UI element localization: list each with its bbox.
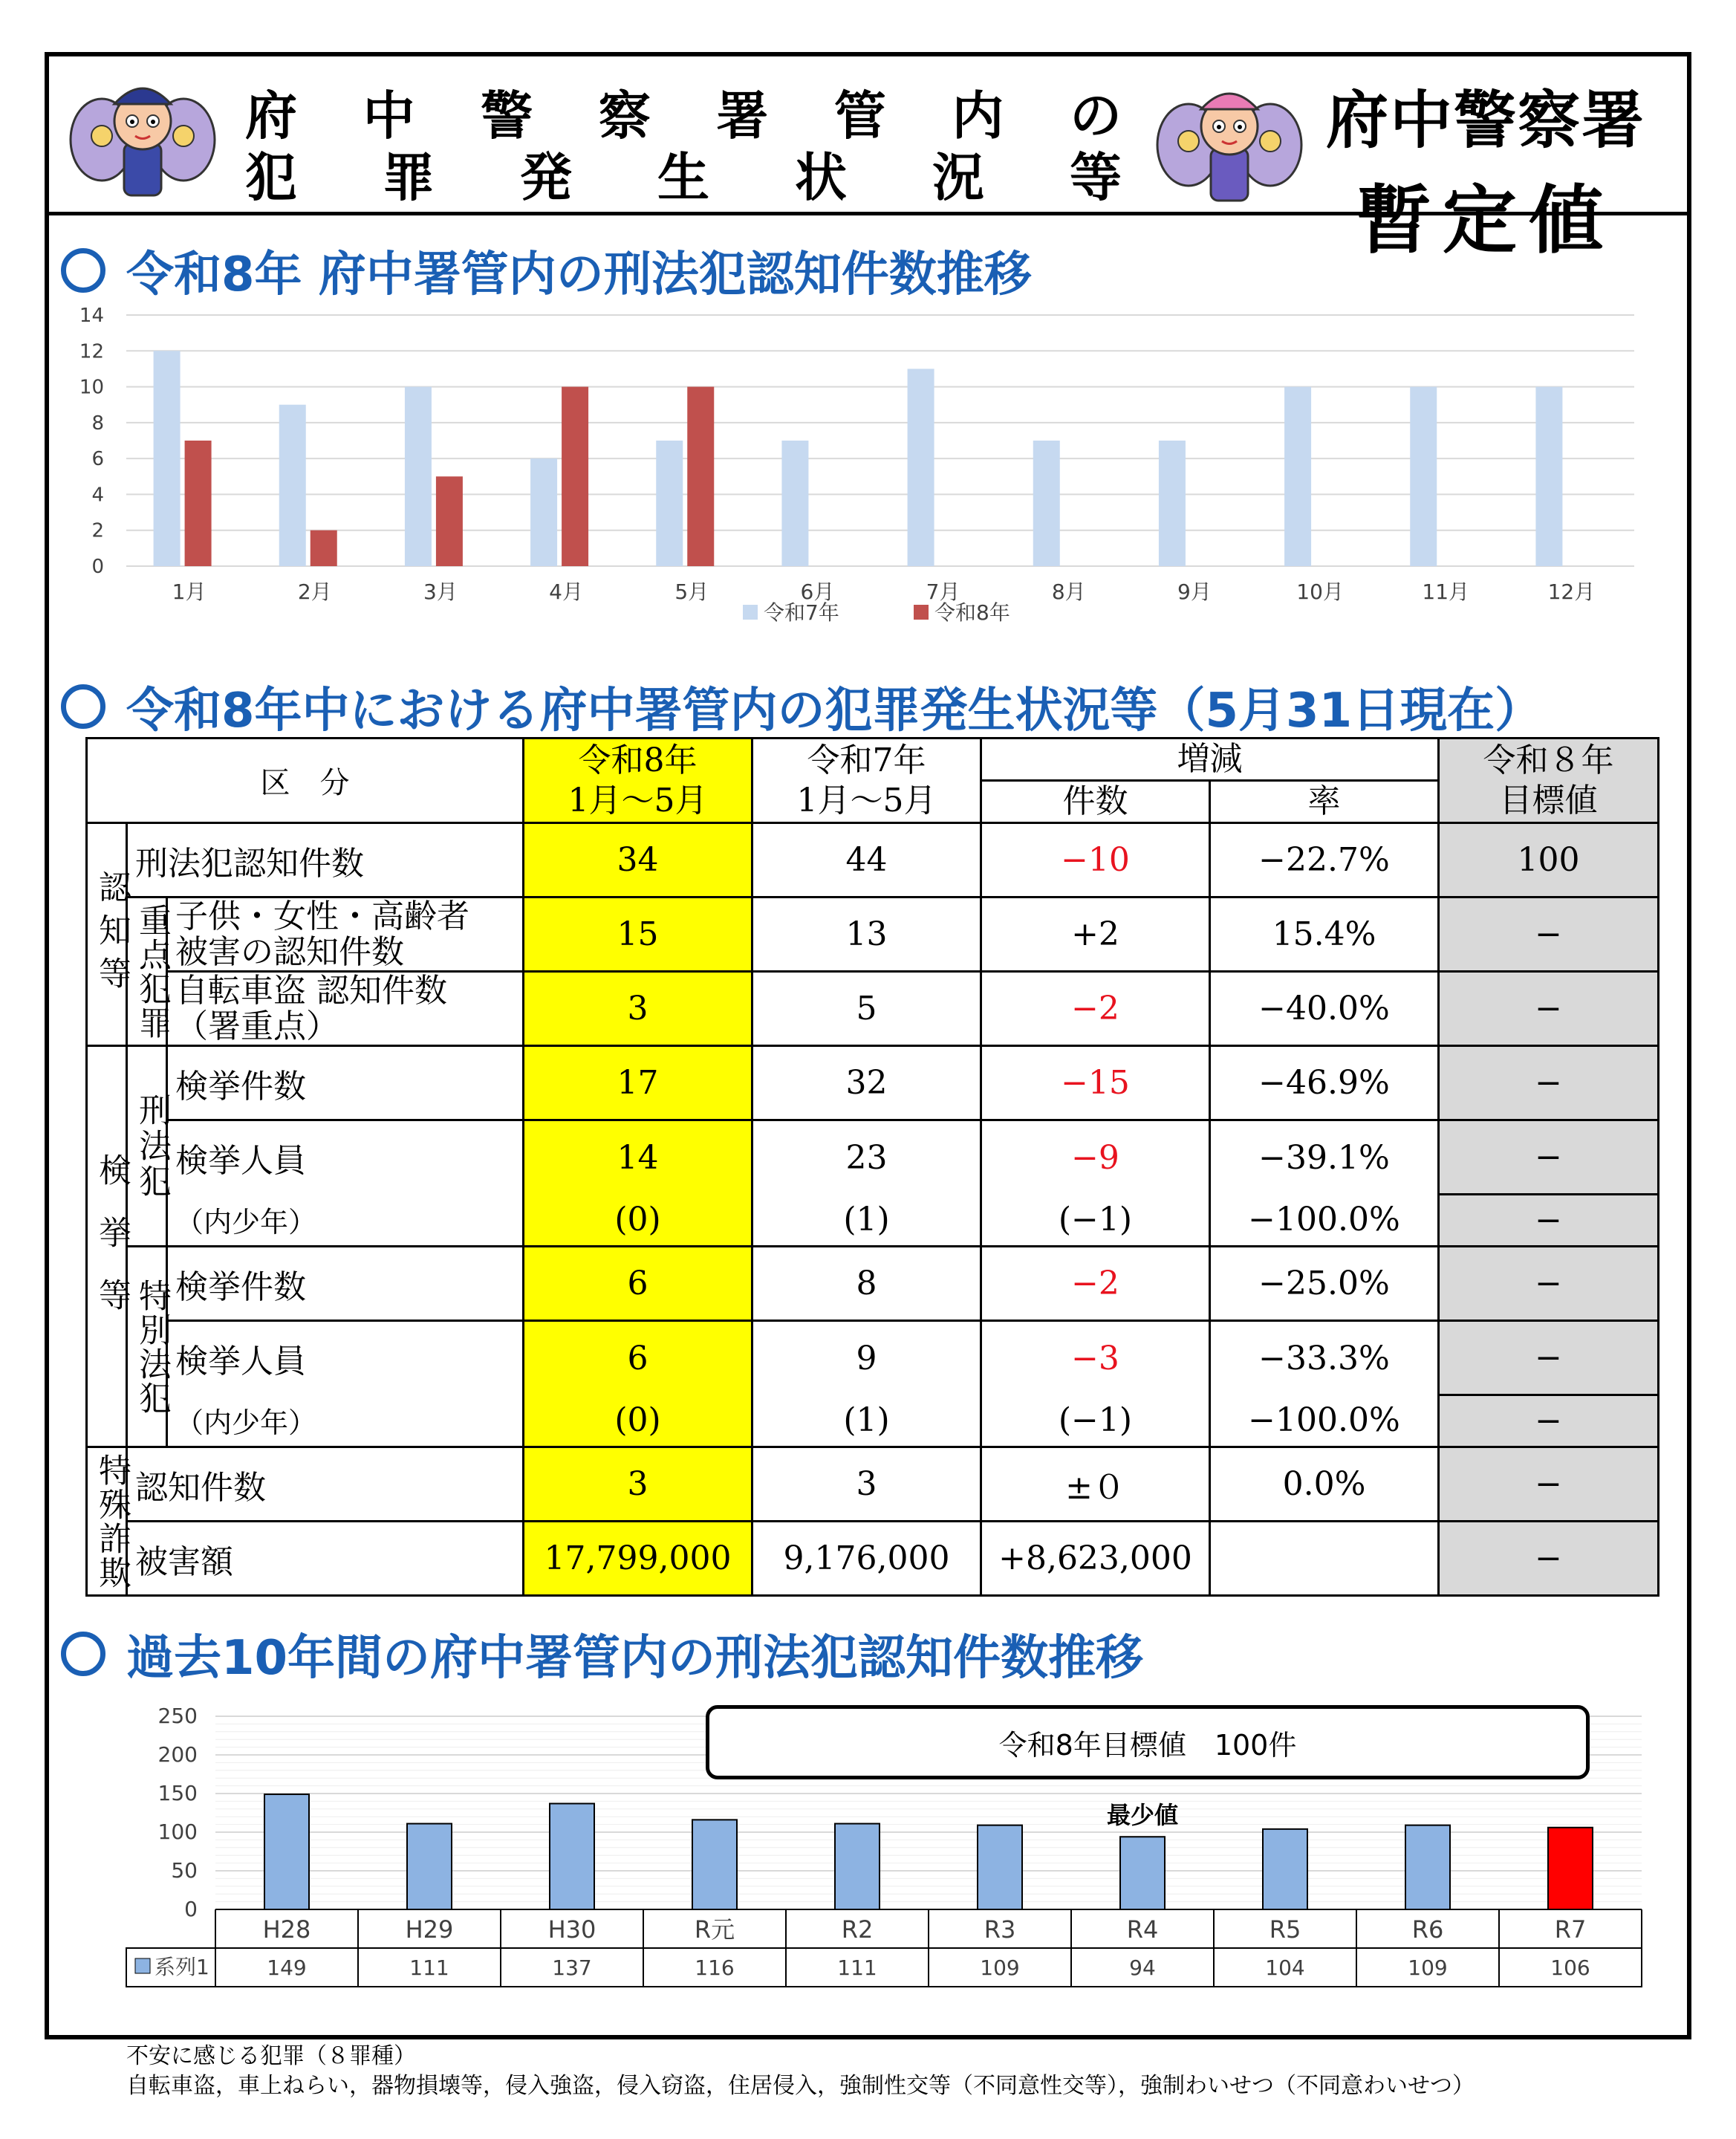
notes <box>126 2042 1475 2101</box>
bar-r8 <box>311 530 337 566</box>
x-tick-label: R6 <box>1411 1915 1444 1944</box>
x-tick-label: 12月 <box>1547 580 1596 604</box>
rate-value: 0.0% <box>1210 1447 1439 1522</box>
target-value: 100 <box>1439 823 1659 898</box>
y-tick-label: 4 <box>91 484 104 507</box>
rate-value: −100.0% <box>1210 1395 1439 1447</box>
circle-bullet-icon <box>61 248 105 293</box>
target-value: − <box>1439 1447 1659 1522</box>
x-tick-label: 4月 <box>549 580 583 604</box>
bar <box>692 1820 737 1909</box>
group-juten: 重点犯罪 <box>127 898 167 1046</box>
x-tick-label: 5月 <box>674 580 709 604</box>
row-label: 自転車盗 認知件数 （署重点） <box>167 972 524 1046</box>
data-table-value: 116 <box>695 1955 735 1980</box>
legend-swatch <box>914 605 929 620</box>
diff-value: −15 <box>981 1046 1210 1120</box>
monthly-chart <box>59 305 1664 646</box>
x-tick-label: R4 <box>1126 1915 1159 1944</box>
legend-label: 令和7年 <box>764 600 839 625</box>
r8-value: 34 <box>524 823 752 898</box>
r8-value: 17 <box>524 1046 752 1120</box>
rate-value: −46.9% <box>1210 1046 1439 1120</box>
r8-value: 6 <box>524 1321 752 1395</box>
diff-value: (−1) <box>981 1195 1210 1247</box>
r8-value: 3 <box>524 972 752 1046</box>
r7-value: 5 <box>752 972 981 1046</box>
legend-swatch <box>135 1958 150 1973</box>
y-tick-label: 14 <box>79 305 104 327</box>
bar-r7 <box>908 369 934 566</box>
diff-value: −3 <box>981 1321 1210 1395</box>
bar-r7 <box>1159 441 1186 566</box>
target-value: − <box>1439 898 1659 972</box>
y-tick-label: 50 <box>171 1858 198 1883</box>
row-label: 子供・女性・高齢者 被害の認知件数 <box>167 898 524 972</box>
r7-value: (1) <box>752 1395 981 1447</box>
r7-value: (1) <box>752 1195 981 1247</box>
data-table-value: 109 <box>1408 1955 1448 1980</box>
bar-r7 <box>279 405 306 566</box>
y-tick-label: 10 <box>79 376 104 399</box>
bar <box>835 1824 880 1909</box>
data-table-value: 104 <box>1265 1955 1305 1980</box>
notes-line2: 自転車盗，車上ねらい，器物損壊等，侵入強盗，侵入窃盗，住居侵入，強制性交等（不同意性交等），強制わいせつ（不同意わいせつ） <box>126 2073 1475 2099</box>
group-tokubetsu: 特別法犯 <box>127 1247 167 1447</box>
x-tick-label: 6月 <box>800 580 835 604</box>
y-tick-label: 2 <box>91 519 104 542</box>
row-label: 検挙人員 <box>167 1321 524 1395</box>
diff-value: +8,623,000 <box>981 1522 1210 1596</box>
bar <box>550 1804 594 1909</box>
y-tick-label: 250 <box>157 1704 198 1728</box>
r7-value: 8 <box>752 1247 981 1321</box>
bar <box>1405 1825 1450 1909</box>
data-table-value: 149 <box>267 1955 307 1980</box>
row-label: 検挙件数 <box>167 1247 524 1321</box>
group-ninchi: 認知等 <box>87 823 127 1046</box>
r7-value: 44 <box>752 823 981 898</box>
target-value: − <box>1439 1046 1659 1120</box>
x-tick-label: 2月 <box>297 580 332 604</box>
header-count: 件数 <box>981 781 1210 823</box>
bar-r7 <box>1410 387 1437 566</box>
section1-heading <box>61 236 1032 305</box>
r7-value: 32 <box>752 1046 981 1120</box>
target-annotation: 令和8年目標値 100件 <box>706 1705 1590 1779</box>
diff-value: −2 <box>981 1247 1210 1321</box>
x-tick-label: R3 <box>984 1915 1016 1944</box>
r8-value: 15 <box>524 898 752 972</box>
rate-value: −22.7% <box>1210 823 1439 898</box>
bar-r7 <box>154 351 181 566</box>
y-tick-label: 200 <box>157 1742 198 1767</box>
x-tick-label: H29 <box>405 1915 454 1944</box>
x-tick-label: H28 <box>262 1915 311 1944</box>
row-label: 検挙人員 <box>167 1120 524 1195</box>
bar <box>407 1824 452 1909</box>
y-tick-label: 0 <box>91 556 104 578</box>
x-tick-label: 7月 <box>926 580 960 604</box>
x-tick-label: H30 <box>547 1915 596 1944</box>
legend-swatch <box>743 605 758 620</box>
section3-title: 過去10年間の府中署管内の刑法犯認知件数推移 <box>126 1631 1144 1686</box>
provisional-label: 暫定値 <box>1356 177 1615 264</box>
x-tick-label: 8月 <box>1051 580 1086 604</box>
x-tick-label: 3月 <box>423 580 458 604</box>
police-mascot-left-icon <box>68 65 217 207</box>
x-tick-label: 1月 <box>172 580 207 604</box>
y-tick-label: 8 <box>91 412 104 435</box>
r8-value: (0) <box>524 1395 752 1447</box>
target-value: − <box>1439 1321 1659 1395</box>
bar-r8 <box>562 387 588 566</box>
rate-value: −40.0% <box>1210 972 1439 1046</box>
group-tokushu: 特殊詐欺 <box>87 1447 127 1596</box>
target-value: − <box>1439 1247 1659 1321</box>
x-tick-label: R2 <box>841 1915 874 1944</box>
r8-value: (0) <box>524 1195 752 1247</box>
row-label: 刑法犯認知件数 <box>127 823 524 898</box>
row-label: 被害額 <box>127 1522 524 1596</box>
diff-value: −10 <box>981 823 1210 898</box>
diff-value: −2 <box>981 972 1210 1046</box>
crime-stats-table <box>85 737 1659 1597</box>
header-target: 令和８年 目標値 <box>1439 739 1659 823</box>
data-table-value: 137 <box>552 1955 592 1980</box>
y-tick-label: 150 <box>157 1781 198 1805</box>
r8-value: 3 <box>524 1447 752 1522</box>
bar-r8 <box>185 441 212 566</box>
target-value: − <box>1439 1395 1659 1447</box>
bar-r8 <box>436 476 463 566</box>
data-table-value: 106 <box>1550 1955 1590 1980</box>
data-table-value: 109 <box>980 1955 1020 1980</box>
y-tick-label: 100 <box>157 1820 198 1844</box>
data-table-value: 94 <box>1129 1955 1156 1980</box>
bar-r8 <box>687 387 714 566</box>
provisional-badge <box>1293 71 1679 267</box>
bar-r7 <box>781 441 808 566</box>
y-tick-label: 6 <box>91 448 104 471</box>
header-category: 区 分 <box>87 739 524 823</box>
series-label: 系列1 <box>155 1955 209 1979</box>
row-label: 認知件数 <box>127 1447 524 1522</box>
header-change: 増減 <box>981 739 1439 781</box>
circle-bullet-icon <box>61 684 105 729</box>
section2-heading <box>61 672 1542 741</box>
bar-r7 <box>530 458 557 566</box>
x-tick-label: 11月 <box>1422 580 1470 604</box>
rate-value: −25.0% <box>1210 1247 1439 1321</box>
header-rate: 率 <box>1210 781 1439 823</box>
r7-value: 3 <box>752 1447 981 1522</box>
y-tick-label: 0 <box>184 1897 198 1921</box>
data-table-value: 111 <box>837 1955 877 1980</box>
rate-value: −39.1% <box>1210 1120 1439 1195</box>
header-r7: 令和7年 1月～5月 <box>752 739 981 823</box>
bar <box>264 1794 309 1909</box>
y-tick-label: 12 <box>79 340 104 363</box>
rate-value <box>1210 1522 1439 1596</box>
x-tick-label: 10月 <box>1296 580 1344 604</box>
r8-value: 6 <box>524 1247 752 1321</box>
notes-line1: 不安に感じる犯罪（８罪種） <box>126 2043 416 2069</box>
r7-value: 9 <box>752 1321 981 1395</box>
min-value-label: 最少値 <box>1106 1801 1179 1830</box>
bar <box>978 1825 1022 1909</box>
bar <box>1120 1837 1165 1909</box>
row-label: 検挙件数 <box>167 1046 524 1120</box>
bar-r7 <box>405 387 432 566</box>
org-name: 府中警察署 <box>1325 84 1645 157</box>
circle-bullet-icon <box>61 1632 105 1676</box>
target-value: − <box>1439 1195 1659 1247</box>
police-mascot-right-icon <box>1155 71 1304 212</box>
r7-value: 9,176,000 <box>752 1522 981 1596</box>
bar-r7 <box>1284 387 1311 566</box>
x-tick-label: 9月 <box>1177 580 1212 604</box>
section1-title: 令和8年 府中署管内の刑法犯認知件数推移 <box>126 247 1032 302</box>
legend-label: 令和8年 <box>934 600 1010 625</box>
diff-value: (−1) <box>981 1395 1210 1447</box>
bar <box>1548 1828 1593 1909</box>
section3-heading <box>61 1620 1143 1688</box>
row-label: （内少年） <box>167 1195 524 1247</box>
x-tick-label: R5 <box>1269 1915 1301 1944</box>
target-value: − <box>1439 1120 1659 1195</box>
bar-r7 <box>1033 441 1060 566</box>
data-table-value: 111 <box>409 1955 449 1980</box>
row-label: （内少年） <box>167 1395 524 1447</box>
rate-value: 15.4% <box>1210 898 1439 972</box>
diff-value: +2 <box>981 898 1210 972</box>
header-title-line2: 犯 罪 発 生 状 況 等 <box>245 147 1122 208</box>
bar <box>1263 1829 1307 1909</box>
bar-r7 <box>656 441 683 566</box>
group-keiho: 刑法犯 <box>127 1046 167 1247</box>
target-value: − <box>1439 972 1659 1046</box>
rate-value: −33.3% <box>1210 1321 1439 1395</box>
x-tick-label: R7 <box>1554 1915 1587 1944</box>
rate-value: −100.0% <box>1210 1195 1439 1247</box>
r8-value: 14 <box>524 1120 752 1195</box>
diff-value: ±０ <box>981 1447 1210 1522</box>
r7-value: 13 <box>752 898 981 972</box>
r7-value: 23 <box>752 1120 981 1195</box>
section2-title: 令和8年中における府中署管内の犯罪発生状況等（5月31日現在） <box>126 684 1543 739</box>
header-title-line1: 府 中 警 察 署 管 内 の <box>245 85 1122 146</box>
bar-r7 <box>1535 387 1562 566</box>
header-r8: 令和8年 1月～5月 <box>524 739 752 823</box>
r8-value: 17,799,000 <box>524 1522 752 1596</box>
diff-value: −9 <box>981 1120 1210 1195</box>
group-kenkyo: 検挙等 <box>87 1046 127 1447</box>
target-value: − <box>1439 1522 1659 1596</box>
x-tick-label: R元 <box>694 1915 735 1944</box>
